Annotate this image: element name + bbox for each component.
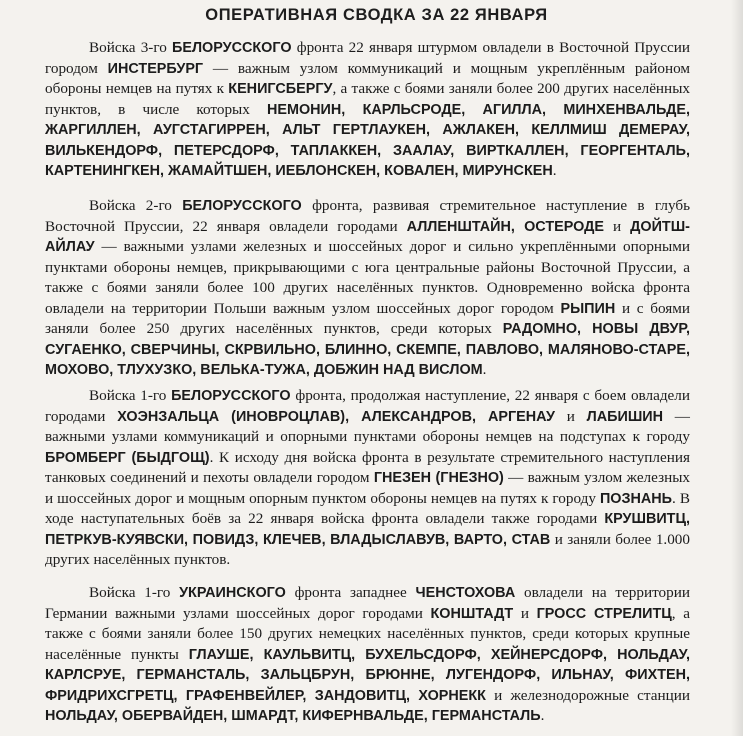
text-run: Войска 2-го — [89, 197, 183, 214]
text-run: и — [513, 604, 537, 622]
text-run: Войска 1-го — [89, 584, 180, 601]
text-run: , а также с боями заняли более 150 других немецких населённых пунктов, среди которых крупные населённые пункты — [45, 604, 690, 663]
place-name-run: БРОМБЕРГ (БЫДГОЩ) — [45, 449, 210, 466]
text-run: и железнодорожные станции — [485, 686, 690, 704]
paragraph-1st-belorussian-front — [45, 386, 690, 571]
page-edge-shadow — [731, 0, 743, 736]
paragraph-2nd-belorussian-front — [45, 196, 690, 381]
place-name-run: ДОЙТШ-АЙЛАУ — [45, 218, 690, 255]
text-run: , а также с боями заняли более 200 других населённых пунктов, в числе которых — [45, 80, 690, 118]
page-title: ОПЕРАТИВНАЯ СВОДКА ЗА 22 ЯНВАРЯ — [205, 6, 548, 24]
text-run: — важным узлом железных и шоссейных дорог и мощным опорным пунктом обороны немцев на путях к городу — [45, 469, 690, 507]
text-run: фронта западнее — [285, 584, 416, 601]
place-name-run: БЕЛОРУССКОГО — [172, 40, 292, 56]
text-run: и с боями заняли более 250 других населённых пунктов, среди которых — [45, 299, 690, 337]
text-run: . — [540, 707, 545, 724]
place-name-run: АЛЛЕНШТАЙН, ОСТЕРОДЕ — [406, 218, 604, 235]
place-name-run: ЧЕНСТОХОВА — [415, 585, 516, 601]
text-run: фронта, развивая стремительное наступление в глубь Восточной Пруссии, 22 января овладели городами — [45, 197, 691, 235]
place-name-run: НОЛЬДАУ, ОБЕРВАЙДЕН, ШМАРДТ, КИФЕРНВАЛЬДЕ, ГЕРМАНСТАЛЬ — [45, 708, 541, 724]
place-name-run: КОНШТАДТ — [430, 605, 514, 622]
text-run: овладели на территории Германии важными узлами шоссейных дорог городами — [45, 584, 690, 622]
text-run: фронта 22 января штурмом овладели в Восточной Пруссии городом — [45, 39, 690, 77]
place-name-run: ХОЭНЗАЛЬЦА (ИНОВРОЦЛАВ), АЛЕКСАНДРОВ, АРГЕНАУ — [117, 408, 555, 425]
place-name-run: НЕМОНИН, КАРЛЬСРОДЕ, АГИЛЛА, МИНХЕНВАЛЬДЕ, ЖАРГИЛЛЕН, АУГСТАГИРРЕН, АЛЬТ ГЕРТЛАУКЕН, АЖЛАКЕН, КЕЛЛМИШ ДЕМЕРАУ, ВИЛЬКЕНДОРФ, ПЕТЕРСДОРФ, ТАПЛАККЕН, ЗААЛАУ, ВИРТКАЛЛЕН, ГЕОРГЕНТАЛЬ, КАРТЕНИНГКЕН, ЖАМАЙТШЕН, ИЕБЛОНСКЕН, КОВАЛЕН, МИРУНСКЕН — [45, 101, 690, 179]
text-run: . — [552, 162, 557, 179]
place-name-run: БЕЛОРУССКОГО — [171, 388, 291, 404]
text-run: — важными узлами железных и шоссейных дорог и сильно укреплёнными опорными пунктами обороны немцев, прикрывающими с юга центральные районы Восточной Пруссии, а также с боями заняли более 100 других населённых пунктов. Одновременно войска фронта овладели на территории Польши важным узлом шоссейных дорог городом — [45, 238, 690, 317]
place-name-run: УКРАИНСКОГО — [179, 585, 286, 601]
place-name-run: ГНЕЗЕН (ГНЕЗНО) — [373, 470, 504, 486]
place-name-run: ЛАБИШИН — [586, 408, 664, 425]
text-run: Войска 3-го — [89, 39, 172, 56]
paragraph-3rd-belorussian-front — [45, 38, 690, 182]
text-run: Войска 1-го — [89, 387, 172, 404]
place-name-run: КЕНИГСБЕРГУ — [228, 81, 333, 97]
place-name-run: КРУШВИТЦ, ПЕТРКУВ-КУЯВСКИ, ПОВИДЗ, КЛЕЧЕВ, ВЛАДЫСЛАВУВ, ВАРТО, СТАВ — [45, 511, 690, 548]
place-name-run: ГЛАУШЕ, КАУЛЬВИТЦ, БУХЕЛЬСДОРФ, ХЕЙНЕРСДОРФ, НОЛЬДАУ, КАРЛСРУЕ, ГЕРМАНСТАЛЬ, ЗАЛЬЦБРУН, БРЮННЕ, ЛУГЕНДОРФ, ИЛЬНАУ, ФИХТЕН, ФРИДРИХСГРЕТЦ, ГРАФЕНВЕЙЛЕР, ЗАНДОВИТЦ, ХОРНЕКК — [45, 646, 690, 704]
paragraph-1st-ukrainian-front — [45, 583, 690, 727]
place-name-run: ИНСТЕРБУРГ — [107, 60, 204, 77]
text-run: и — [554, 407, 587, 425]
text-run: и заняли более 1.000 других населённых пунктов. — [45, 530, 690, 568]
text-run: . — [482, 361, 487, 378]
text-run: . К исходу дня войска фронта в результате стремительного наступления танковых соединений и пехоты овладели городом — [45, 448, 690, 486]
place-name-run: ПОЗНАНЬ — [599, 490, 673, 507]
text-run: — важным узлом коммуникаций и мощным укреплённым районом обороны немцев на путях к — [45, 59, 690, 97]
place-name-run: РЫПИН — [560, 300, 616, 317]
place-name-run: БЕЛОРУССКОГО — [182, 198, 302, 214]
text-run: . В ходе наступательных боёв за 22 января войска фронта овладели также городами — [45, 489, 690, 527]
place-name-run: ГРОСС СТРЕЛИТЦ — [536, 605, 672, 622]
text-run: и — [603, 217, 631, 235]
place-name-run: РАДОМНО, НОВЫ ДВУР, СУГАЕНКО, СВЕРЧИНЫ, СКРВИЛЬНО, БЛИННО, СКЕМПЕ, ПАВЛОВО, МАЛЯНОВО-СТАРЕ, МОХОВО, ТЛУХУЗКО, ВЕЛЬКА-ТУЖА, ДОБЖИН НАД ВИСЛОМ — [45, 321, 690, 378]
text-run: фронта, продолжая наступление, 22 января с боем овладели городами — [45, 387, 691, 425]
text-run: — важными узлами коммуникаций и опорными пунктами обороны немцев на подступах к городу — [45, 407, 690, 445]
